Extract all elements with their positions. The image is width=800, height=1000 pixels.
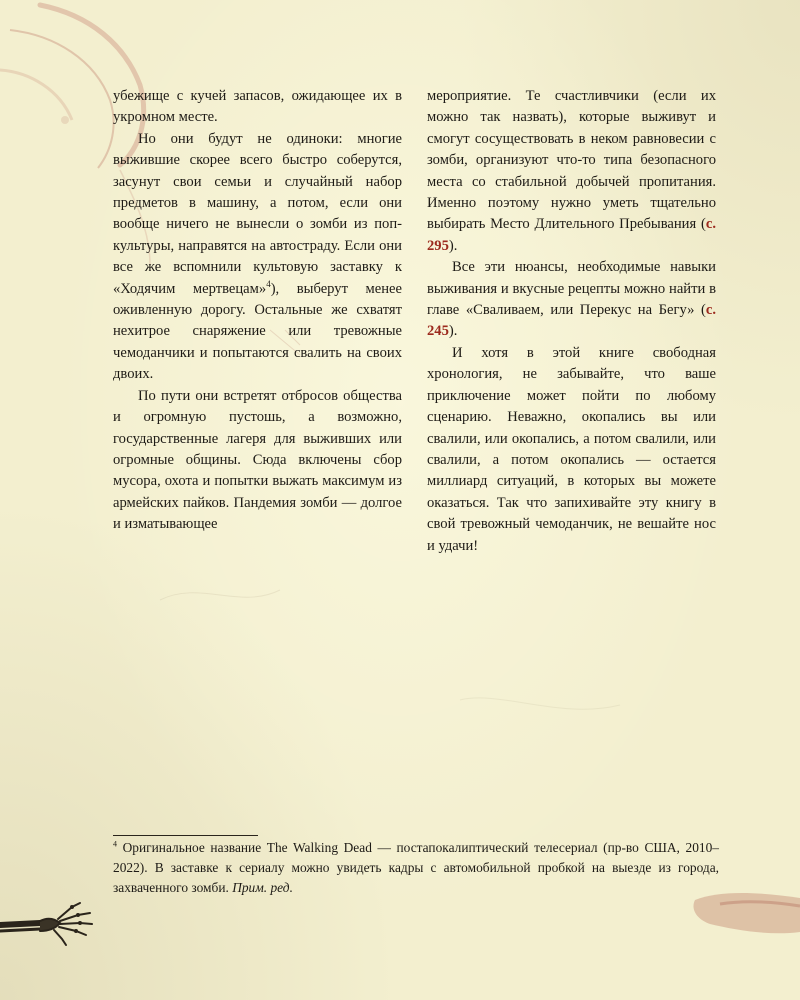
left-paragraph-2-text-a: Но они будут не одиноки: многие выжившие скорее всего быстро соберутся, засунут свои семьи и случайный набор предметов в машину, а потом, если они вообще ничего не вынесли о зомби из поп-культуры, направятся на автостраду. Если они все же вспомнили культовую заставку к «Ходячим мертвецам» [113, 130, 402, 297]
footnote-number: 4 [113, 839, 117, 849]
right-paragraph-1 [427, 86, 716, 257]
right-paragraph-2 [427, 257, 716, 343]
left-paragraph-3: По пути они встретят отбросов общества и огромную пустошь, а возможно, государственные лагеря для выживших или огромные общины. Сюда включены сбор мусора, охота и попытки выжать максимум из армейских пайков. Пандемия зомби — долгое и изматывающее [113, 387, 402, 533]
page-reference-245[interactable]: с. 245 [427, 302, 716, 340]
right-paragraph-1-text-b: ). [448, 237, 458, 254]
right-paragraph-2-text-b: ). [448, 323, 458, 340]
right-paragraph-3: И хотя в этой книге свободная хронология, не забывайте, что ваше приключение может пойти по любому сценарию. Неважно, окопались вы или свалили, или окопались, а потом свалили, или свалили, а потом окопались — остается миллиард ситуаций, в которых вы можете оказаться. Так что запихивайте эту книгу в свой тревожный чемоданчик, не вешайте нос и удачи! [427, 344, 716, 554]
left-column [113, 86, 402, 536]
right-column [427, 86, 716, 557]
editor-note: Прим. ред. [232, 880, 293, 895]
right-paragraph-1-text-a: мероприятие. Те счастливчики (если их можно так назвать), которые выживут и смогут сосуществовать в неком равновесии с зомби, организуют что-то типа безопасного места со стабильной добычей пропитания. Именно поэтому нужно уметь тщательно выбирать Место Длительного Пребывания ( [427, 88, 716, 233]
left-paragraph-2-text-b: ), выберут менее оживленную дорогу. Остальные же схватят нехитрое снаряжение или тревожные чемоданчики и попытаются свалить на своих двоих. [113, 280, 402, 383]
footnote [113, 838, 719, 898]
left-paragraph-1: убежище с кучей запасов, ожидающее их в укромном месте. [113, 88, 402, 126]
blood-smear [690, 880, 800, 940]
skeletal-hand-illustration [0, 893, 100, 953]
footnote-text: Оригинальное название The Walking Dead — постапокалиптический телесериал (пр-во США, 2010–2022). В заставке к сериалу можно увидеть кадры с автомобильной пробкой на выезде из города, захваченного зомби. [113, 840, 719, 895]
page-reference-295[interactable]: с. 295 [427, 216, 716, 254]
right-paragraph-2-text-a: Все эти нюансы, необходимые навыки выживания и вкусные рецепты можно найти в главе «Сваливаем, или Перекус на Бегу» ( [427, 259, 716, 319]
footnote-marker[interactable]: 4 [266, 278, 271, 289]
left-paragraph-2 [113, 129, 402, 386]
footnote-divider [113, 835, 258, 836]
